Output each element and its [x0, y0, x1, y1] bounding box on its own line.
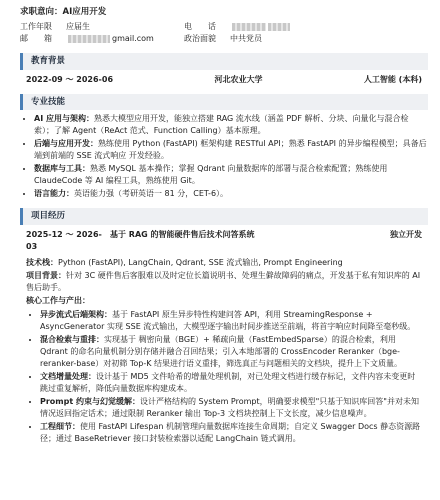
skill-item: • 后端与应用开发：熟练使用 Python (FastAPI) 框架构建 RESTful API；熟悉 FastAPI 的异步编程模型；具备后端到前端的 SSE 流式响应 开发经验。	[34, 138, 428, 162]
project-background: 项目背景：针对 3C 硬件售后客服难以及时定位长篇说明书、处理生僻故障码的痛点，开发基于私有知识库的 AI 售后助手。	[26, 271, 421, 292]
masked-email	[68, 35, 110, 43]
feature-item: • Prompt 约束与幻觉缓解：设计严格结构的 System Prompt，明确要求模型"只基于知识库回答"并对未知情况返回指定话术；通过限制 Reranker 输出 Top-3 文档块控制上下文长度，减少信息噪声。	[40, 396, 422, 420]
masked-phone-2	[268, 23, 290, 31]
project-date: 2025-12 ～ 2026-03	[26, 230, 102, 251]
phone: 电 话	[184, 21, 428, 33]
skills-list	[20, 113, 428, 200]
feature-item: • 工程细节：使用 FastAPI Lifespan 机制管理向量数据库连接生命周期；自定义 Swagger Docs 静态资源路径；通过 BaseRetriever 接口封装检索器以适配 LangChain 链式调用。	[40, 421, 422, 445]
work-years: 工作年限 应届生	[20, 21, 90, 31]
project-role: 独立开发	[390, 230, 422, 239]
section-project: 项目经历	[20, 208, 428, 225]
edu-school: 河北农业大学	[214, 74, 263, 84]
feature-item: • 混合检索与重排：实现基于 稠密向量（BGE）+ 稀疏向量（FastEmbedSparse）的混合检索，利用 Qdrant 的命名向量机制分别存储并融合召回结果；引入本地部署的 CrossEncoder Reranker（bge-reranker-base）对初筛 Top-K 结果进行语义重排，筛选真正与问题相关的文档块，提升上下文质量。	[40, 334, 422, 370]
edu-major: 人工智能 (本科)	[363, 74, 422, 84]
project-details	[20, 257, 428, 445]
politics: 政治面貌 中共党员	[184, 33, 262, 43]
job-intent: 求职意向：AI应用开发	[20, 7, 107, 17]
tech-stack: 技术栈：Python (FastAPI), LangChain, Qdrant, SSE 流式输出, Prompt Engineering	[26, 258, 343, 267]
feature-item: • 文档增量处理：设计基于 MD5 文件哈希的增量处理机制，对已处理文档进行缓存标记，文件内容未变更时跳过重复解析，降低向量数据库构建成本。	[40, 371, 422, 395]
email: 邮 箱 gmail.com	[20, 33, 154, 43]
skill-item: • AI 应用与架构：熟悉大模型应用开发，能独立搭建 RAG 流水线（涵盖 PDF 解析、分块、向量化与混合检索）；了解 Agent（ReAct 范式、Function Calling）基本原理。	[34, 113, 428, 137]
section-education: 教育背景	[20, 53, 428, 70]
feature-item: • 异步流式后端架构：基于 FastAPI 原生异步特性构建问答 API，利用 StreamingResponse + AsyncGenerator 实现 SSE 流式输出，大模型逐字输出时间步推送至前端，将首字响应时间降至毫秒级。	[40, 309, 422, 333]
section-skills: 专业技能	[20, 94, 428, 111]
masked-phone	[232, 23, 266, 31]
education-row	[20, 74, 428, 86]
personal-info	[20, 21, 428, 45]
skill-item: • 数据库与工具：熟悉 MySQL 基本操作；掌握 Qdrant 向量数据库的部署与混合检索配置；熟练使用 ClaudeCode 等 AI 编程工具，熟练使用 Git。	[34, 163, 428, 187]
skill-item: • 语言能力：英语能力强（考研英语一 81 分，CET-6）。	[34, 188, 428, 200]
project-name: 基于 RAG 的智能硬件售后技术问答系统	[110, 230, 255, 239]
core-work-label: 核心工作与产出：	[26, 296, 90, 305]
project-row	[20, 229, 428, 253]
feature-list	[26, 309, 422, 445]
edu-date: 2022-09 ～ 2026-06	[26, 74, 114, 84]
